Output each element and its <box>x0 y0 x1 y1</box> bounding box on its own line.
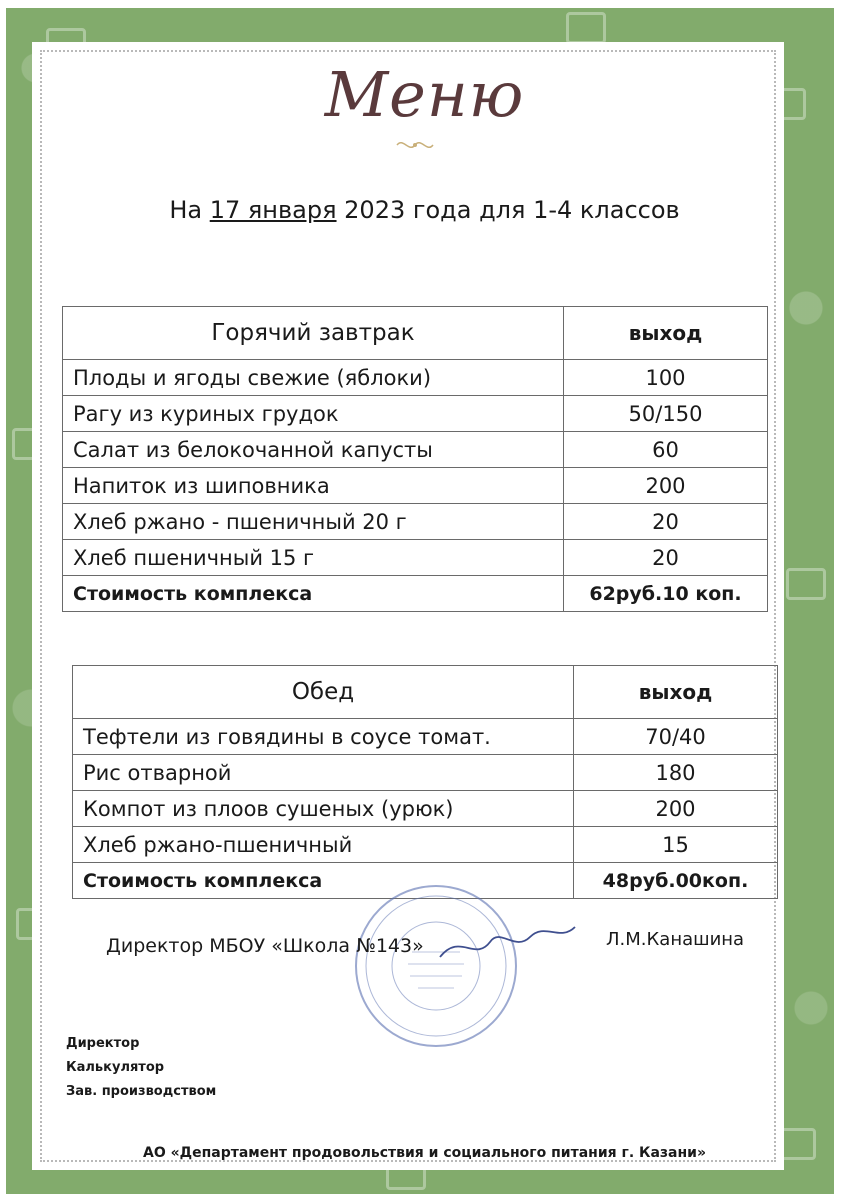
menu-subtitle <box>0 196 849 224</box>
table-row <box>63 504 768 540</box>
director-label: Директор МБОУ «Школа №143» <box>106 935 424 957</box>
dish-yield: 20 <box>564 540 768 576</box>
role-director: Директор <box>66 1036 140 1051</box>
table-row <box>73 755 778 791</box>
dish-yield: 180 <box>574 755 778 791</box>
role-production-head: Зав. производством <box>66 1084 217 1099</box>
table-row <box>73 791 778 827</box>
food-pattern-icon <box>566 12 606 44</box>
footer-organization: АО «Департамент продовольствия и социального питания г. Казани» <box>142 1145 707 1161</box>
total-value: 48руб.00коп. <box>574 863 778 899</box>
table-row <box>73 719 778 755</box>
handwritten-signature-icon <box>430 912 580 972</box>
lunch-table <box>72 665 778 899</box>
table-row <box>63 540 768 576</box>
director-name: Л.М.Канашина <box>606 929 745 950</box>
dish-name: Хлеб ржано - пшеничный 20 г <box>63 504 564 540</box>
dish-name: Рис отварной <box>73 755 574 791</box>
table-row <box>63 432 768 468</box>
table-header-row <box>73 666 778 719</box>
yield-header: выход <box>564 307 768 360</box>
dish-name: Салат из белокочанной капусты <box>63 432 564 468</box>
dish-yield: 200 <box>564 468 768 504</box>
subtitle-prefix: На <box>169 196 210 224</box>
table-row <box>63 360 768 396</box>
lunch-header: Обед <box>73 666 574 719</box>
dish-yield: 15 <box>574 827 778 863</box>
total-row <box>63 576 768 612</box>
dish-yield: 70/40 <box>574 719 778 755</box>
total-value: 62руб.10 коп. <box>564 576 768 612</box>
dish-yield: 20 <box>564 504 768 540</box>
yield-header: выход <box>574 666 778 719</box>
dish-name: Напиток из шиповника <box>63 468 564 504</box>
breakfast-header: Горячий завтрак <box>63 307 564 360</box>
breakfast-table <box>62 306 768 612</box>
dish-yield: 200 <box>574 791 778 827</box>
dish-yield: 50/150 <box>564 396 768 432</box>
dish-name: Компот из плоов сушеных (урюк) <box>73 791 574 827</box>
dish-name: Хлеб пшеничный 15 г <box>63 540 564 576</box>
total-label: Стоимость комплекса <box>73 863 574 899</box>
total-label: Стоимость комплекса <box>63 576 564 612</box>
page-title: Меню <box>324 58 525 131</box>
subtitle-suffix: 2023 года для 1-4 классов <box>336 196 680 224</box>
dish-name: Плоды и ягоды свежие (яблоки) <box>63 360 564 396</box>
flourish-ornament-icon <box>395 136 435 154</box>
dish-name: Хлеб ржано-пшеничный <box>73 827 574 863</box>
table-row <box>63 396 768 432</box>
approval-roles <box>66 1032 216 1104</box>
table-header-row <box>63 307 768 360</box>
role-calculator: Калькулятор <box>66 1060 165 1075</box>
food-pattern-icon <box>786 568 826 600</box>
table-row <box>63 468 768 504</box>
dish-yield: 100 <box>564 360 768 396</box>
dish-name: Рагу из куриных грудок <box>63 396 564 432</box>
dish-yield: 60 <box>564 432 768 468</box>
table-row <box>73 827 778 863</box>
subtitle-date: 17 января <box>209 196 337 224</box>
dish-name: Тефтели из говядины в соусе томат. <box>73 719 574 755</box>
